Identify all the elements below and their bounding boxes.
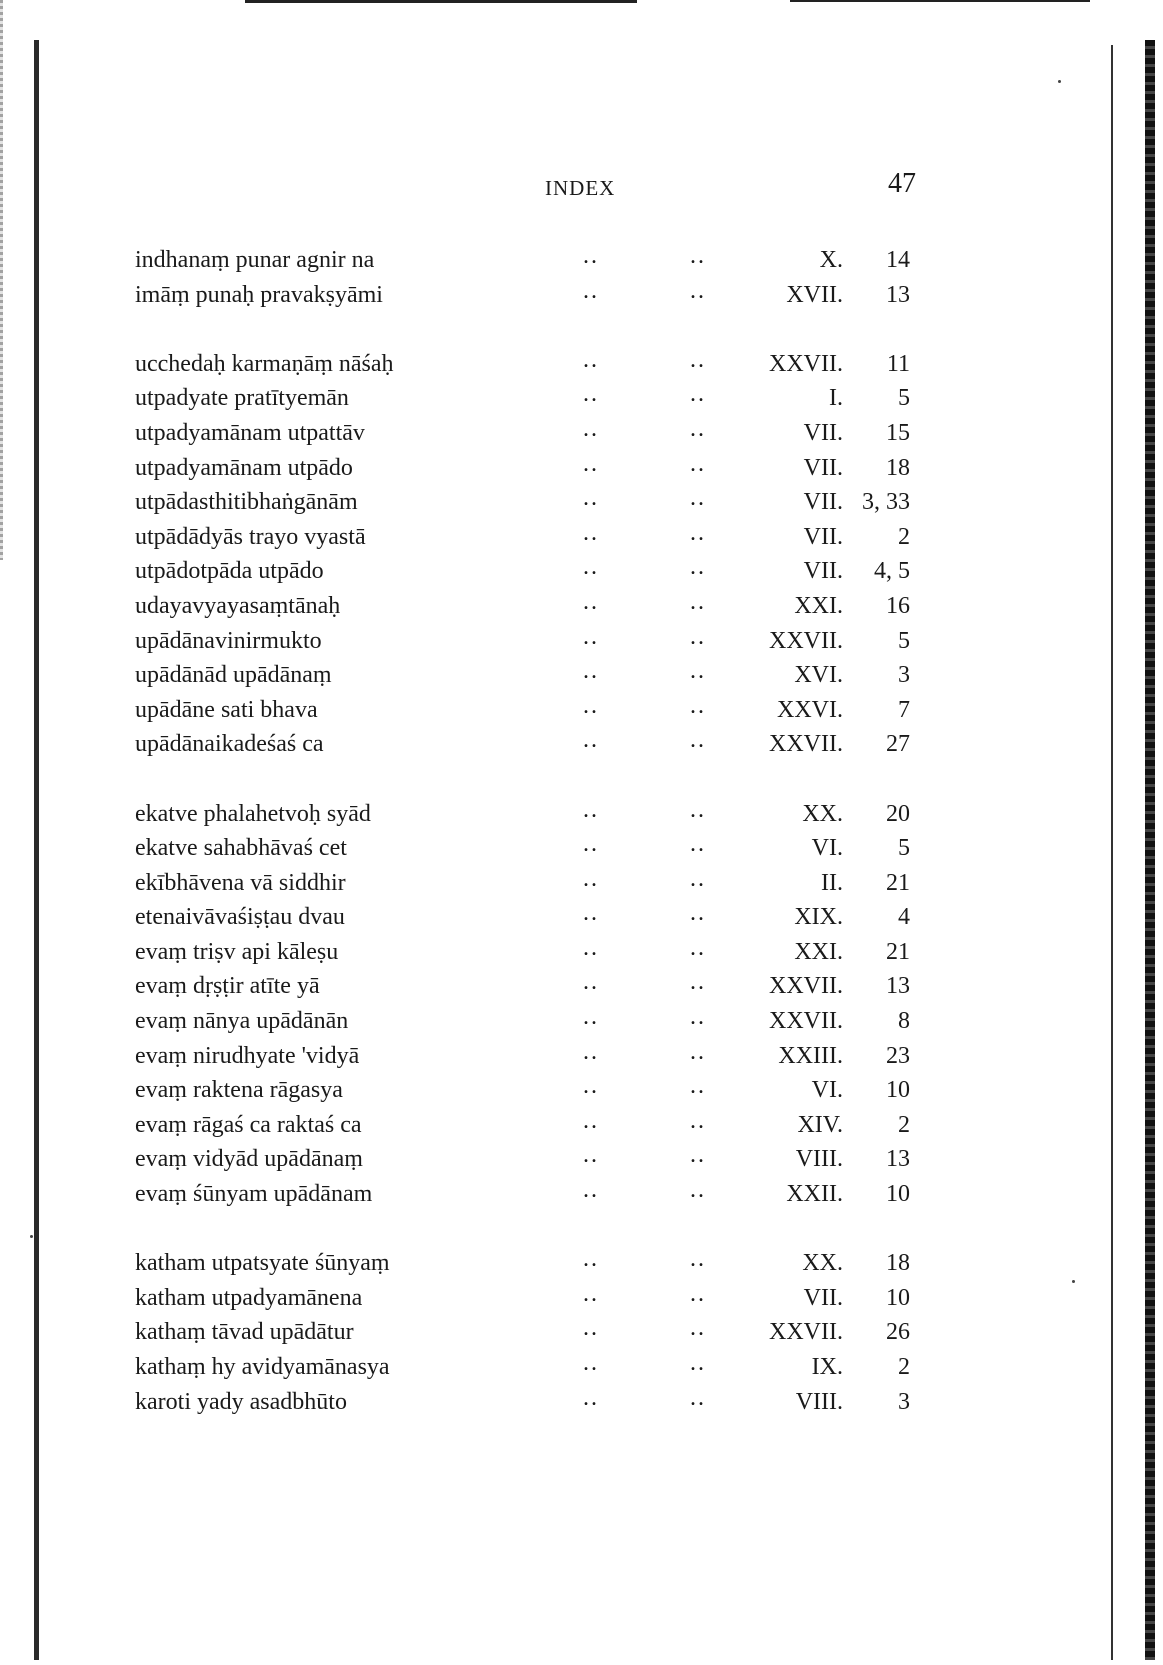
entry-verse-text: imāṃ punaḥ pravakṣyāmi bbox=[135, 281, 383, 308]
entry-verse-number: 20 bbox=[886, 800, 910, 827]
entry-chapter: XIX. bbox=[794, 904, 843, 931]
entry-verse-text: utpādasthitibhaṅgānām bbox=[135, 489, 358, 516]
entry-verse-text: evaṃ triṣv api kāleṣu bbox=[135, 938, 339, 965]
entry-verse-text: kathaṃ tāvad upādātur bbox=[135, 1319, 354, 1346]
entry-leader: .. bbox=[690, 1073, 706, 1100]
index-entry bbox=[135, 866, 935, 901]
entry-verse-number: 13 bbox=[886, 281, 910, 308]
scan-speck bbox=[1058, 80, 1061, 83]
entry-leader: .. bbox=[690, 1384, 706, 1411]
entry-leader: .. bbox=[690, 1350, 706, 1376]
entry-chapter: XX. bbox=[802, 1250, 843, 1277]
entry-leader: .. bbox=[583, 934, 599, 961]
entry-verse-text: ekībhāvena vā siddhir bbox=[135, 869, 346, 896]
index-entry bbox=[135, 278, 935, 313]
entry-chapter: XVI. bbox=[794, 662, 843, 689]
index-entry bbox=[135, 243, 935, 278]
entry-leader: .. bbox=[690, 831, 706, 858]
entry-verse-text: evaṃ śūnyam upādānam bbox=[135, 1181, 373, 1208]
entry-leader: .. bbox=[690, 415, 706, 442]
entry-leader: .. bbox=[583, 346, 599, 373]
entry-chapter: II. bbox=[821, 869, 843, 896]
entry-leader: .. bbox=[583, 658, 599, 685]
entry-verse-number: 5 bbox=[898, 627, 910, 654]
entry-leader: .. bbox=[690, 277, 706, 304]
index-entry bbox=[135, 451, 935, 486]
entry-verse-text: evaṃ vidyād upādānaṃ bbox=[135, 1146, 363, 1173]
entry-chapter: VIII. bbox=[795, 1388, 843, 1415]
entry-chapter: XVII. bbox=[786, 281, 843, 308]
entry-verse-number: 13 bbox=[886, 1146, 910, 1173]
entry-verse-number: 27 bbox=[886, 731, 910, 758]
entry-chapter: VI. bbox=[811, 835, 843, 862]
entry-verse-number: 2 bbox=[898, 1111, 910, 1138]
entry-verse-number: 26 bbox=[886, 1319, 910, 1346]
entry-verse-text: katham utpatsyate śūnyaṃ bbox=[135, 1250, 390, 1277]
entry-leader: .. bbox=[583, 727, 599, 754]
index-entry bbox=[135, 381, 935, 416]
entry-verse-text: evaṃ nirudhyate 'vidyā bbox=[135, 1042, 360, 1069]
entry-verse-number: 18 bbox=[886, 1250, 910, 1277]
entry-verse-number: 10 bbox=[886, 1077, 910, 1104]
entry-verse-text: ekatve phalahetvoḥ syād bbox=[135, 800, 371, 827]
entry-verse-number: 14 bbox=[886, 247, 910, 273]
entry-verse-number: 7 bbox=[898, 696, 910, 723]
entry-leader: .. bbox=[690, 1177, 706, 1204]
entry-chapter: XXVII. bbox=[769, 731, 843, 758]
index-entry bbox=[135, 727, 935, 762]
entry-leader: .. bbox=[690, 900, 706, 927]
entry-verse-number: 10 bbox=[886, 1284, 910, 1311]
entry-leader: .. bbox=[690, 1280, 706, 1307]
entry-chapter: VII. bbox=[803, 558, 843, 585]
entry-verse-text: upādānād upādānaṃ bbox=[135, 662, 332, 689]
group-gap bbox=[135, 762, 935, 797]
entry-verse-text: utpadyamānam utpādo bbox=[135, 454, 353, 481]
entry-chapter: IX. bbox=[811, 1354, 843, 1380]
entry-leader: .. bbox=[583, 692, 599, 719]
index-entry bbox=[135, 1385, 935, 1420]
index-entry bbox=[135, 831, 935, 866]
entry-leader: .. bbox=[690, 485, 706, 512]
entry-leader: .. bbox=[583, 277, 599, 304]
entry-verse-text: karoti yady asadbhūto bbox=[135, 1388, 347, 1415]
entry-chapter: VII. bbox=[803, 523, 843, 550]
entry-leader: .. bbox=[583, 865, 599, 892]
entry-leader: .. bbox=[583, 1177, 599, 1204]
entry-leader: .. bbox=[583, 1280, 599, 1307]
scan-edge-left bbox=[34, 40, 39, 1660]
index-entry bbox=[135, 1177, 935, 1212]
index-entry bbox=[135, 658, 935, 693]
entry-verse-text: kathaṃ hy avidyamānasya bbox=[135, 1354, 390, 1380]
entry-leader: .. bbox=[690, 865, 706, 892]
entry-leader: .. bbox=[690, 796, 706, 823]
index-list bbox=[135, 243, 935, 1419]
entry-chapter: VIII. bbox=[795, 1146, 843, 1173]
entry-leader: .. bbox=[583, 519, 599, 546]
index-entry bbox=[135, 1039, 935, 1074]
entry-verse-text: udayavyayasaṃtānaḥ bbox=[135, 592, 341, 619]
index-entry bbox=[135, 797, 935, 832]
entry-leader: .. bbox=[690, 588, 706, 615]
index-entry bbox=[135, 347, 935, 382]
entry-leader: .. bbox=[690, 450, 706, 477]
page-number: 47 bbox=[888, 168, 916, 199]
entry-leader: .. bbox=[690, 1004, 706, 1031]
entry-leader: .. bbox=[583, 1107, 599, 1134]
entry-leader: .. bbox=[583, 243, 599, 269]
entry-verse-number: 3, 33 bbox=[862, 489, 910, 516]
scan-speck bbox=[1072, 1280, 1075, 1283]
index-entry bbox=[135, 520, 935, 555]
index-entry bbox=[135, 554, 935, 589]
entry-verse-text: etenaivāvaśiṣṭau dvau bbox=[135, 904, 345, 931]
entry-chapter: VII. bbox=[803, 419, 843, 446]
entry-leader: .. bbox=[583, 415, 599, 442]
entry-leader: .. bbox=[690, 1246, 706, 1273]
entry-chapter: XXVI. bbox=[777, 696, 843, 723]
entry-verse-number: 2 bbox=[898, 523, 910, 550]
entry-chapter: XXVII. bbox=[769, 627, 843, 654]
entry-verse-number: 11 bbox=[886, 350, 910, 377]
entry-leader: .. bbox=[583, 796, 599, 823]
index-entry bbox=[135, 1073, 935, 1108]
entry-verse-number: 15 bbox=[886, 419, 910, 446]
entry-verse-number: 10 bbox=[886, 1181, 910, 1208]
entry-chapter: XXI. bbox=[794, 938, 843, 965]
entry-leader: .. bbox=[690, 692, 706, 719]
entry-leader: .. bbox=[583, 1384, 599, 1411]
entry-verse-number: 8 bbox=[898, 1008, 910, 1035]
entry-chapter: XXII. bbox=[786, 1181, 843, 1208]
group-gap bbox=[135, 1212, 935, 1247]
index-entry bbox=[135, 1142, 935, 1177]
entry-leader: .. bbox=[690, 934, 706, 961]
entry-leader: .. bbox=[690, 658, 706, 685]
entry-leader: .. bbox=[583, 1142, 599, 1169]
entry-leader: .. bbox=[583, 554, 599, 581]
entry-verse-number: 4 bbox=[898, 904, 910, 931]
entry-leader: .. bbox=[583, 623, 599, 650]
index-entry bbox=[135, 624, 935, 659]
entry-leader: .. bbox=[583, 588, 599, 615]
entry-leader: .. bbox=[690, 727, 706, 754]
entry-leader: .. bbox=[690, 1038, 706, 1065]
page-title: INDEX bbox=[545, 176, 616, 200]
scan-edge-right bbox=[1145, 40, 1155, 1660]
index-entry bbox=[135, 1281, 935, 1316]
entry-chapter: X. bbox=[819, 247, 843, 273]
entry-verse-text: ucchedaḥ karmaṇāṃ nāśaḥ bbox=[135, 350, 394, 377]
group-gap bbox=[135, 312, 935, 347]
entry-verse-text: evaṃ rāgaś ca raktaś ca bbox=[135, 1111, 362, 1138]
entry-verse-number: 3 bbox=[898, 662, 910, 689]
scan-edge-right-line bbox=[1111, 45, 1113, 1660]
entry-leader: .. bbox=[690, 381, 706, 408]
entry-verse-text: indhanaṃ punar agnir na bbox=[135, 247, 375, 273]
entry-leader: .. bbox=[583, 450, 599, 477]
entry-leader: .. bbox=[583, 1038, 599, 1065]
entry-verse-text: ekatve sahabhāvaś cet bbox=[135, 835, 347, 862]
scan-speck bbox=[30, 1235, 33, 1238]
entry-chapter: XXIII. bbox=[778, 1042, 843, 1069]
entry-verse-number: 2 bbox=[898, 1354, 910, 1380]
entry-verse-text: evaṃ nānya upādānān bbox=[135, 1008, 349, 1035]
scan-edge-top-right bbox=[790, 0, 1090, 2]
entry-verse-text: utpādotpāda utpādo bbox=[135, 558, 324, 585]
entry-chapter: XXVII. bbox=[769, 973, 843, 1000]
entry-chapter: XX. bbox=[802, 800, 843, 827]
entry-chapter: XXI. bbox=[794, 592, 843, 619]
entry-verse-text: katham utpadyamānena bbox=[135, 1284, 363, 1311]
entry-chapter: VI. bbox=[811, 1077, 843, 1104]
entry-verse-number: 21 bbox=[886, 869, 910, 896]
entry-leader: .. bbox=[690, 969, 706, 996]
entry-verse-number: 3 bbox=[898, 1388, 910, 1415]
entry-leader: .. bbox=[583, 1004, 599, 1031]
index-entry bbox=[135, 485, 935, 520]
index-entry bbox=[135, 416, 935, 451]
index-entry bbox=[135, 969, 935, 1004]
entry-verse-number: 5 bbox=[898, 385, 910, 412]
entry-verse-number: 16 bbox=[886, 592, 910, 619]
entry-chapter: VII. bbox=[803, 454, 843, 481]
entry-leader: .. bbox=[690, 243, 706, 269]
index-entry bbox=[135, 1350, 935, 1385]
entry-leader: .. bbox=[583, 381, 599, 408]
entry-verse-text: evaṃ dṛṣṭir atīte yā bbox=[135, 973, 320, 1000]
entry-chapter: VII. bbox=[803, 1284, 843, 1311]
entry-chapter: VII. bbox=[803, 489, 843, 516]
index-entry bbox=[135, 900, 935, 935]
index-entry bbox=[135, 935, 935, 970]
index-entry bbox=[135, 589, 935, 624]
entry-verse-text: utpadyate pratītyemān bbox=[135, 385, 349, 412]
entry-leader: .. bbox=[690, 554, 706, 581]
entry-leader: .. bbox=[583, 1246, 599, 1273]
entry-chapter: XXVII. bbox=[769, 350, 843, 377]
index-entry bbox=[135, 1004, 935, 1039]
entry-leader: .. bbox=[583, 900, 599, 927]
entry-leader: .. bbox=[690, 1315, 706, 1342]
entry-leader: .. bbox=[690, 519, 706, 546]
entry-chapter: I. bbox=[829, 385, 843, 412]
entry-verse-text: upādāne sati bhava bbox=[135, 696, 318, 723]
entry-leader: .. bbox=[690, 623, 706, 650]
entry-verse-text: evaṃ raktena rāgasya bbox=[135, 1077, 343, 1104]
entry-leader: .. bbox=[583, 485, 599, 512]
entry-verse-text: utpadyamānam utpattāv bbox=[135, 419, 365, 446]
entry-verse-number: 18 bbox=[886, 454, 910, 481]
entry-verse-number: 21 bbox=[886, 938, 910, 965]
index-entry bbox=[135, 1108, 935, 1143]
entry-verse-text: utpādādyās trayo vyastā bbox=[135, 523, 366, 550]
entry-verse-number: 5 bbox=[898, 835, 910, 862]
scan-edge-left-shadow bbox=[0, 0, 3, 560]
entry-leader: .. bbox=[690, 346, 706, 373]
entry-verse-number: 13 bbox=[886, 973, 910, 1000]
entry-verse-number: 23 bbox=[886, 1042, 910, 1069]
entry-leader: .. bbox=[583, 1315, 599, 1342]
entry-leader: .. bbox=[583, 969, 599, 996]
entry-verse-number: 4, 5 bbox=[874, 558, 910, 585]
entry-verse-text: upādānavinirmukto bbox=[135, 627, 322, 654]
index-entry bbox=[135, 1246, 935, 1281]
entry-leader: .. bbox=[690, 1107, 706, 1134]
entry-leader: .. bbox=[583, 831, 599, 858]
entry-verse-text: upādānaikadeśaś ca bbox=[135, 731, 324, 758]
index-entry bbox=[135, 1315, 935, 1350]
scan-edge-top bbox=[245, 0, 637, 3]
entry-chapter: XXVII. bbox=[769, 1008, 843, 1035]
entry-leader: .. bbox=[690, 1142, 706, 1169]
entry-chapter: XIV. bbox=[797, 1111, 843, 1138]
entry-leader: .. bbox=[583, 1073, 599, 1100]
index-entry bbox=[135, 693, 935, 728]
entry-chapter: XXVII. bbox=[769, 1319, 843, 1346]
entry-leader: .. bbox=[583, 1350, 599, 1376]
